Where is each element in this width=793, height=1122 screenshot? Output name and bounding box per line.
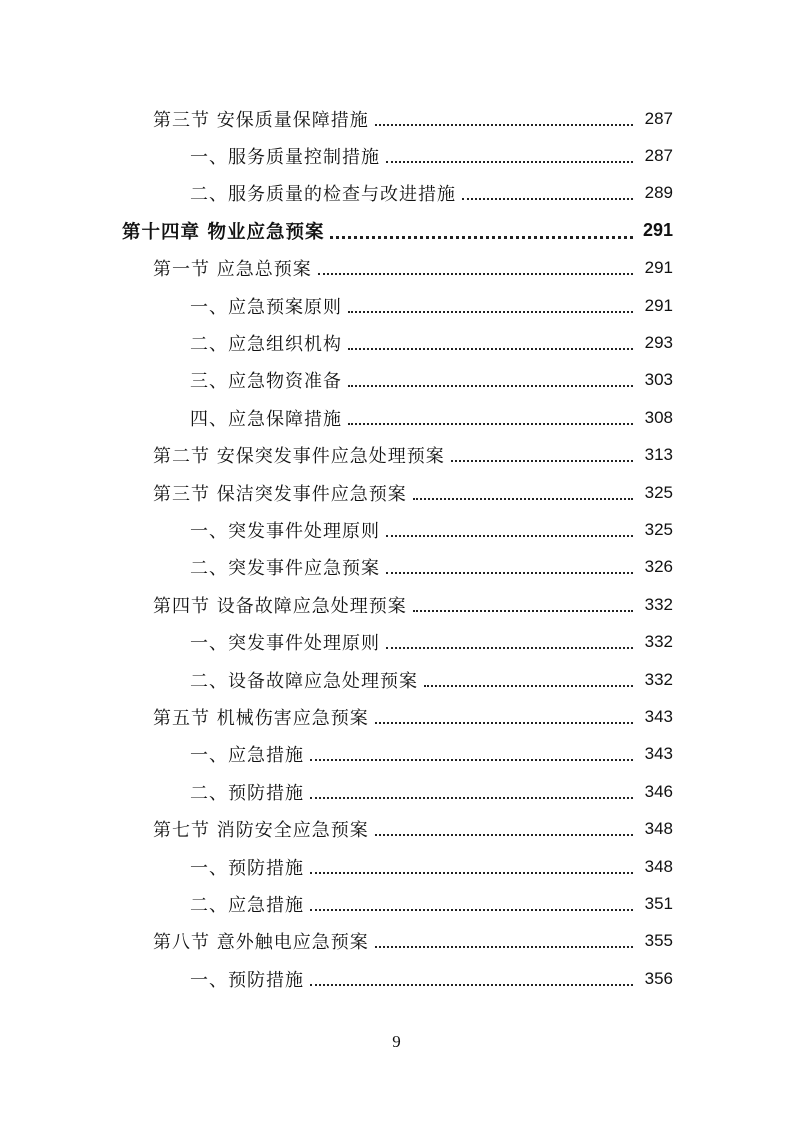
toc-entry[interactable] bbox=[0, 137, 793, 174]
toc-entry[interactable] bbox=[0, 287, 793, 324]
toc-entry[interactable] bbox=[0, 623, 793, 660]
toc-dot-leader bbox=[386, 517, 633, 537]
toc-entry-title: 第一节 应急总预案 bbox=[153, 259, 312, 281]
toc-entry-title: 一、预防措施 bbox=[190, 857, 304, 879]
toc-dot-leader bbox=[310, 966, 633, 986]
toc-chapter-entry[interactable] bbox=[0, 212, 793, 249]
toc-dot-leader bbox=[386, 143, 633, 163]
toc-entry-page: 332 bbox=[644, 594, 673, 614]
toc-entry-title: 二、预防措施 bbox=[190, 782, 304, 804]
toc-dot-leader bbox=[375, 816, 633, 836]
toc-dot-leader bbox=[413, 480, 633, 500]
toc-entry-title: 第三节 安保质量保障措施 bbox=[153, 109, 369, 131]
toc-entry[interactable] bbox=[0, 399, 793, 436]
toc-entry-title: 一、服务质量控制措施 bbox=[190, 147, 380, 169]
toc-entry[interactable] bbox=[0, 810, 793, 847]
toc-dot-leader bbox=[310, 891, 633, 911]
toc-entry-page: 313 bbox=[644, 445, 673, 465]
toc-entry-title: 第四节 设备故障应急处理预案 bbox=[153, 595, 407, 617]
toc-entry-page: 343 bbox=[644, 706, 673, 726]
toc-entry-title: 第七节 消防安全应急预案 bbox=[153, 820, 369, 842]
toc-dot-leader bbox=[462, 180, 633, 200]
toc-dot-leader bbox=[375, 106, 633, 126]
toc-dot-leader bbox=[451, 442, 633, 462]
toc-entry-title: 二、设备故障应急处理预案 bbox=[190, 670, 418, 692]
toc-entry-page: 326 bbox=[644, 557, 673, 577]
toc-entry[interactable] bbox=[0, 923, 793, 960]
table-of-contents bbox=[0, 100, 793, 997]
toc-entry-title: 三、应急物资准备 bbox=[190, 371, 342, 393]
toc-entry-page: 291 bbox=[642, 220, 673, 241]
toc-dot-leader bbox=[375, 928, 633, 948]
toc-entry[interactable] bbox=[0, 437, 793, 474]
toc-entry-title: 二、突发事件应急预案 bbox=[190, 558, 380, 580]
toc-entry-title: 一、预防措施 bbox=[190, 969, 304, 991]
toc-entry[interactable] bbox=[0, 511, 793, 548]
toc-dot-leader bbox=[310, 779, 633, 799]
toc-dot-leader bbox=[310, 741, 633, 761]
toc-entry-page: 348 bbox=[644, 856, 673, 876]
toc-entry-page: 308 bbox=[644, 407, 673, 427]
toc-entry-page: 325 bbox=[644, 482, 673, 502]
toc-dot-leader bbox=[348, 405, 633, 425]
toc-entry-page: 356 bbox=[644, 968, 673, 988]
toc-entry[interactable] bbox=[0, 586, 793, 623]
toc-dot-leader bbox=[348, 293, 633, 313]
toc-entry-title: 一、应急预案原则 bbox=[190, 296, 342, 318]
toc-dot-leader bbox=[318, 255, 633, 275]
toc-entry-page: 346 bbox=[644, 781, 673, 801]
toc-entry-title: 第三节 保洁突发事件应急预案 bbox=[153, 483, 407, 505]
toc-entry-page: 293 bbox=[644, 333, 673, 353]
toc-dot-leader bbox=[310, 854, 633, 874]
toc-entry-title: 第二节 安保突发事件应急处理预案 bbox=[153, 446, 445, 468]
toc-entry[interactable] bbox=[0, 362, 793, 399]
toc-dot-leader bbox=[348, 367, 633, 387]
toc-entry[interactable] bbox=[0, 549, 793, 586]
toc-entry[interactable] bbox=[0, 960, 793, 997]
toc-entry[interactable] bbox=[0, 100, 793, 137]
toc-dot-leader bbox=[375, 704, 633, 724]
toc-entry-page: 287 bbox=[644, 146, 673, 166]
toc-dot-leader bbox=[413, 592, 633, 612]
toc-entry-page: 287 bbox=[644, 108, 673, 128]
toc-entry[interactable] bbox=[0, 773, 793, 810]
toc-dot-leader bbox=[330, 217, 633, 239]
toc-entry-title: 一、突发事件处理原则 bbox=[190, 520, 380, 542]
toc-entry[interactable] bbox=[0, 885, 793, 922]
toc-entry[interactable] bbox=[0, 736, 793, 773]
toc-entry[interactable] bbox=[0, 250, 793, 287]
toc-entry[interactable] bbox=[0, 324, 793, 361]
toc-entry-title: 一、突发事件处理原则 bbox=[190, 633, 380, 655]
toc-entry-title: 一、应急措施 bbox=[190, 745, 304, 767]
toc-entry-page: 343 bbox=[644, 744, 673, 764]
toc-dot-leader bbox=[348, 330, 633, 350]
toc-entry-page: 332 bbox=[644, 669, 673, 689]
toc-entry-title: 第五节 机械伤害应急预案 bbox=[153, 707, 369, 729]
toc-entry-title: 四、应急保障措施 bbox=[190, 408, 342, 430]
toc-entry-page: 291 bbox=[644, 295, 673, 315]
toc-entry-title: 第十四章 物业应急预案 bbox=[122, 221, 325, 243]
toc-entry[interactable] bbox=[0, 661, 793, 698]
toc-entry-title: 二、服务质量的检查与改进措施 bbox=[190, 184, 456, 206]
toc-entry-title: 二、应急组织机构 bbox=[190, 334, 342, 356]
toc-entry-title: 第八节 意外触电应急预案 bbox=[153, 932, 369, 954]
toc-entry-page: 348 bbox=[644, 819, 673, 839]
toc-entry-title: 二、应急措施 bbox=[190, 894, 304, 916]
toc-entry-page: 303 bbox=[644, 370, 673, 390]
toc-entry[interactable] bbox=[0, 698, 793, 735]
toc-dot-leader bbox=[386, 629, 633, 649]
page-number: 9 bbox=[392, 1032, 401, 1051]
toc-dot-leader bbox=[386, 554, 633, 574]
toc-entry[interactable] bbox=[0, 175, 793, 212]
toc-entry-page: 355 bbox=[644, 931, 673, 951]
toc-entry-page: 351 bbox=[644, 893, 673, 913]
toc-entry[interactable] bbox=[0, 474, 793, 511]
toc-entry-page: 325 bbox=[644, 519, 673, 539]
toc-entry-page: 289 bbox=[644, 183, 673, 203]
toc-dot-leader bbox=[424, 667, 633, 687]
toc-entry[interactable] bbox=[0, 848, 793, 885]
toc-entry-page: 332 bbox=[644, 632, 673, 652]
toc-entry-page: 291 bbox=[644, 258, 673, 278]
